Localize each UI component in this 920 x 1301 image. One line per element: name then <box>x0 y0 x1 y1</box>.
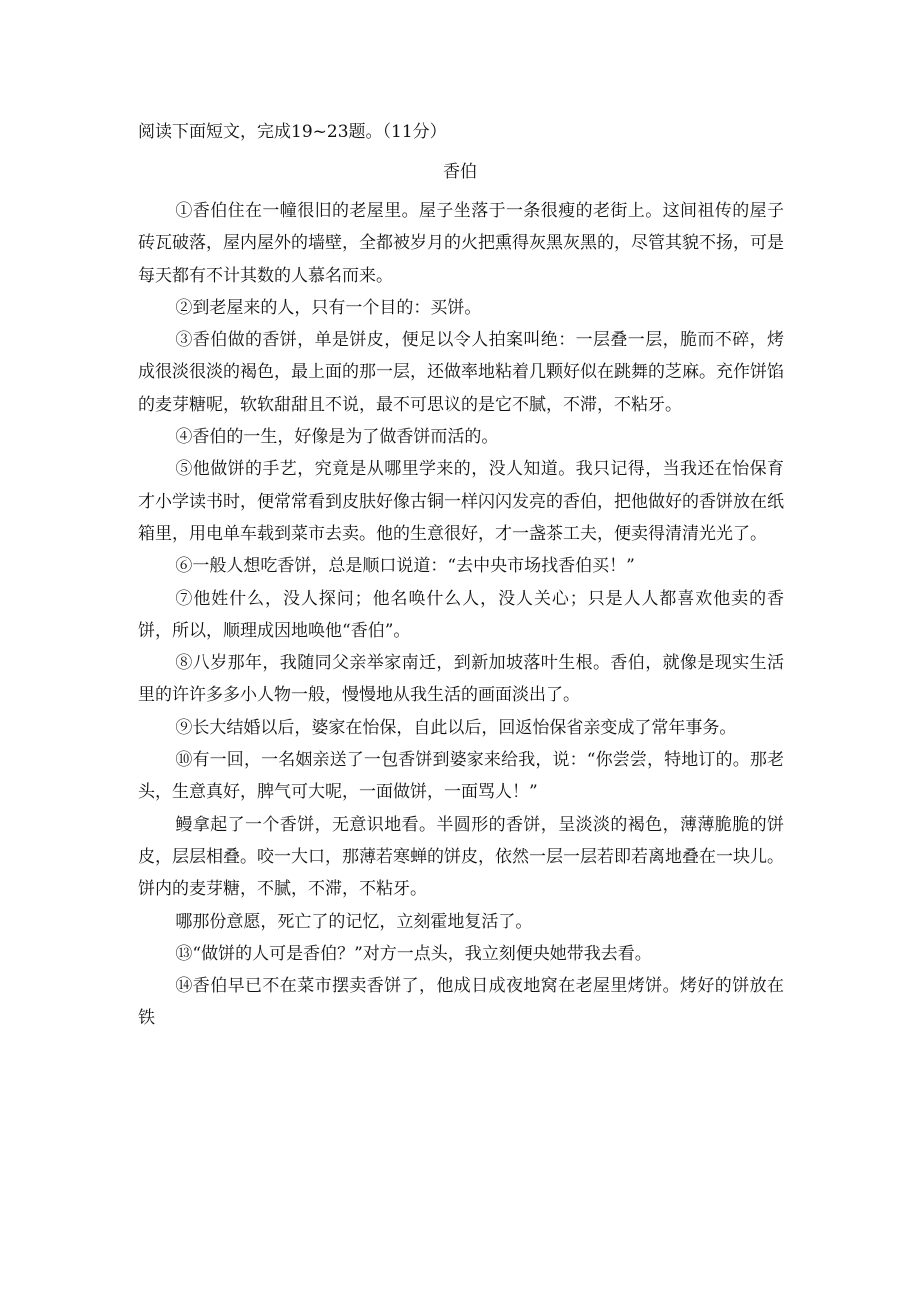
article-body <box>138 195 784 1035</box>
paragraph-10: ⑩有一回，一名姻亲送了一包香饼到婆家来给我，说：“你尝尝，特地订的。那老头，生意真好，脾气可大呢，一面做饼，一面骂人！” <box>138 750 784 803</box>
paragraph-13: ⑬“做饼的人可是香伯？”对方一点头，我立刻便央她带我去看。 <box>175 943 652 964</box>
paragraph-2: ②到老屋来的人，只有一个目的：买饼。 <box>175 297 482 318</box>
paragraph-11: 鳗拿起了一个香饼，无意识地看。半圆形的香饼，呈淡淡的褐色，薄薄脆脆的饼皮，层层相叠。咬一大口，那薄若寒蝉的饼皮，依然一层一层若即若离地叠在一块儿。饼内的麦芽糖，不腻，不滞，不粘牙。 <box>138 814 784 900</box>
paragraph-9: ⑨长大结婚以后，婆家在怡保，自此以后，回返怡保省亲变成了常年事务。 <box>175 717 737 738</box>
paragraph-12: 哪那份意愿，死亡了的记忆，立刻霍地复活了。 <box>175 911 533 932</box>
paragraph-3: ③香伯做的香饼，单是饼皮，便足以令人拍案叫绝：一层叠一层，脆而不碎，烤成很淡很淡的褐色，最上面的那一层，还做率地粘着几颗好似在跳舞的芝麻。充作饼馅的麦芽糖呢，软软甜甜且不说，最不可思议的是它不腻，不滞，不粘牙。 <box>138 330 784 415</box>
article-title: 香伯 <box>443 162 477 182</box>
paragraph-1: ①香伯住在一幢很旧的老屋里。屋子坐落于一条很瘦的老街上。这间祖传的屋子砖瓦破落，屋内屋外的墙壁，全都被岁月的火把熏得灰黑灰黑的，尽管其貌不扬，可是每天都有不计其数的人慕名而来。 <box>138 201 784 286</box>
paragraph-4: ④香伯的一生，好像是为了做香饼而活的。 <box>175 427 499 448</box>
paragraph-14: ⑭香伯早已不在菜市摆卖香饼了，他成日成夜地窝在老屋里烤饼。烤好的饼放在铁 <box>138 976 784 1029</box>
paragraph-5: ⑤他做饼的手艺，究竟是从哪里学来的，没人知道。我只记得，当我还在怡保育才小学读书时，便常常看到皮肤好像古铜一样闪闪发亮的香伯，把他做好的香饼放在纸箱里，用电单车载到菜市去卖。他的生意很好，才一盏茶工夫，便卖得清清光光了。 <box>138 459 784 544</box>
question-instruction: 阅读下面短文，完成19~23题。（11分） <box>138 122 447 142</box>
paragraph-8: ⑧八岁那年，我随同父亲举家南迁，到新加坡落叶生根。香伯，就像是现实生活里的许许多多小人物一般，慢慢地从我生活的画面淡出了。 <box>138 653 784 706</box>
paragraph-7: ⑦他姓什么，没人探问；他名唤什么人，没人关心；只是人人都喜欢他卖的香饼，所以，顺理成因地唤他“香伯”。 <box>138 588 784 641</box>
paragraph-6: ⑥一般人想吃香饼，总是顺口说道：“去中央市场找香伯买！” <box>175 556 635 577</box>
